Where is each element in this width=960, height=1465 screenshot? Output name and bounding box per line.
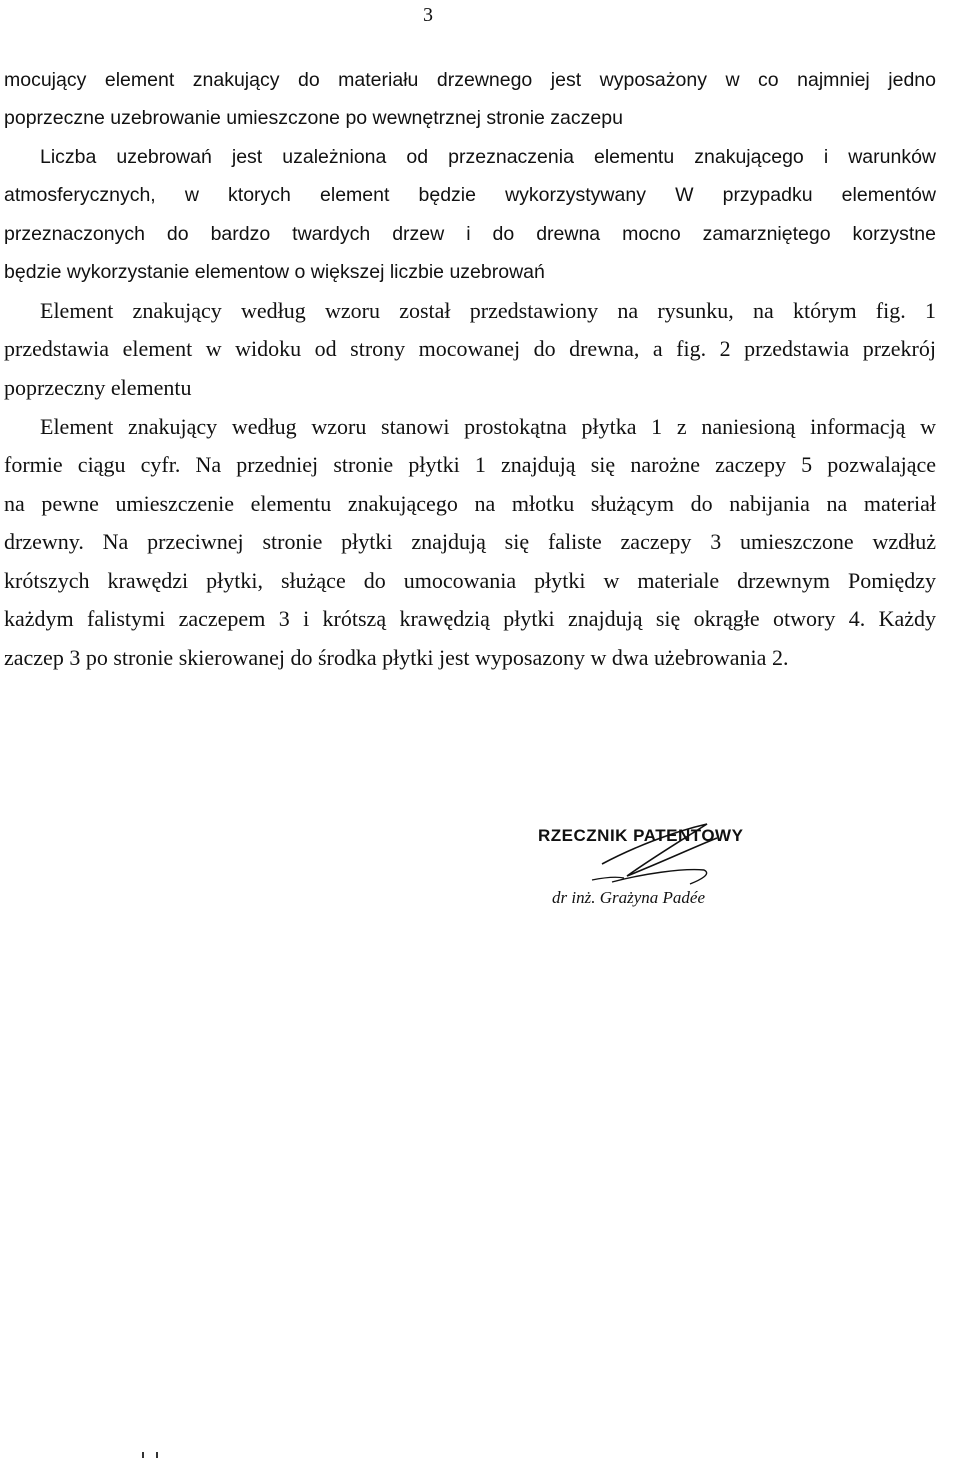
text-line: każdym falistymi zaczepem 3 i krótszą krawędzią płytki znajdują się okrągłe otwory 4. Każdy: [4, 606, 936, 631]
text-line: mocujący element znakujący do materiału drzewnego jest wyposażony w co najmniej jedno: [4, 69, 936, 91]
text-line: Liczba uzebrowań jest uzależniona od przeznaczenia elementu znakującego i warunków: [40, 146, 936, 168]
text-line: będzie wykorzystanie elementow o większej liczbie uzebrowań: [4, 261, 545, 283]
text-line: poprzeczny elementu: [4, 375, 192, 400]
scan-artifact: [140, 1452, 162, 1460]
text-line: drzewny. Na przeciwnej stronie płytki znajdują się faliste zaczepy 3 umieszczone wzdłuż: [4, 529, 936, 554]
text-line: przedstawia element w widoku od strony mocowanej do drewna, a fig. 2 przedstawia przekrój: [4, 336, 936, 361]
stamp-name: dr inż. Grażyna Padée: [552, 888, 705, 907]
text-line: krótszych krawędzi płytki, służące do umocowania płytki w materiale drzewnym Pomiędzy: [4, 568, 936, 593]
page-number: 3: [423, 4, 433, 26]
text-line: przeznaczonych do bardzo twardych drzew i do drewna mocno zamarzniętego korzystne: [4, 223, 936, 245]
stamp-title: RZECZNIK PATENTOWY: [538, 826, 744, 845]
text-line: Element znakujący według wzoru stanowi prostokątna płytka 1 z naniesioną informacją w: [40, 414, 936, 439]
text-line: na pewne umieszczenie elementu znakującego na młotku służącym do nabijania na materiał: [4, 491, 936, 516]
text-line: Element znakujący według wzoru został przedstawiony na rysunku, na którym fig. 1: [40, 298, 936, 323]
text-line: poprzeczne uzebrowanie umieszczone po wewnętrznej stronie zaczepu: [4, 107, 623, 129]
attorney-stamp: [532, 818, 792, 918]
text-line: zaczep 3 po stronie skierowanej do środka płytki jest wyposazony w dwa użebrowania 2.: [4, 645, 789, 670]
text-line: formie ciągu cyfr. Na przedniej stronie płytki 1 znajdują się narożne zaczepy 5 pozwalające: [4, 452, 936, 477]
signature-image: [532, 818, 792, 918]
text-line: atmosferycznych, w ktorych element będzie wykorzystywany W przypadku elementów: [4, 184, 936, 206]
